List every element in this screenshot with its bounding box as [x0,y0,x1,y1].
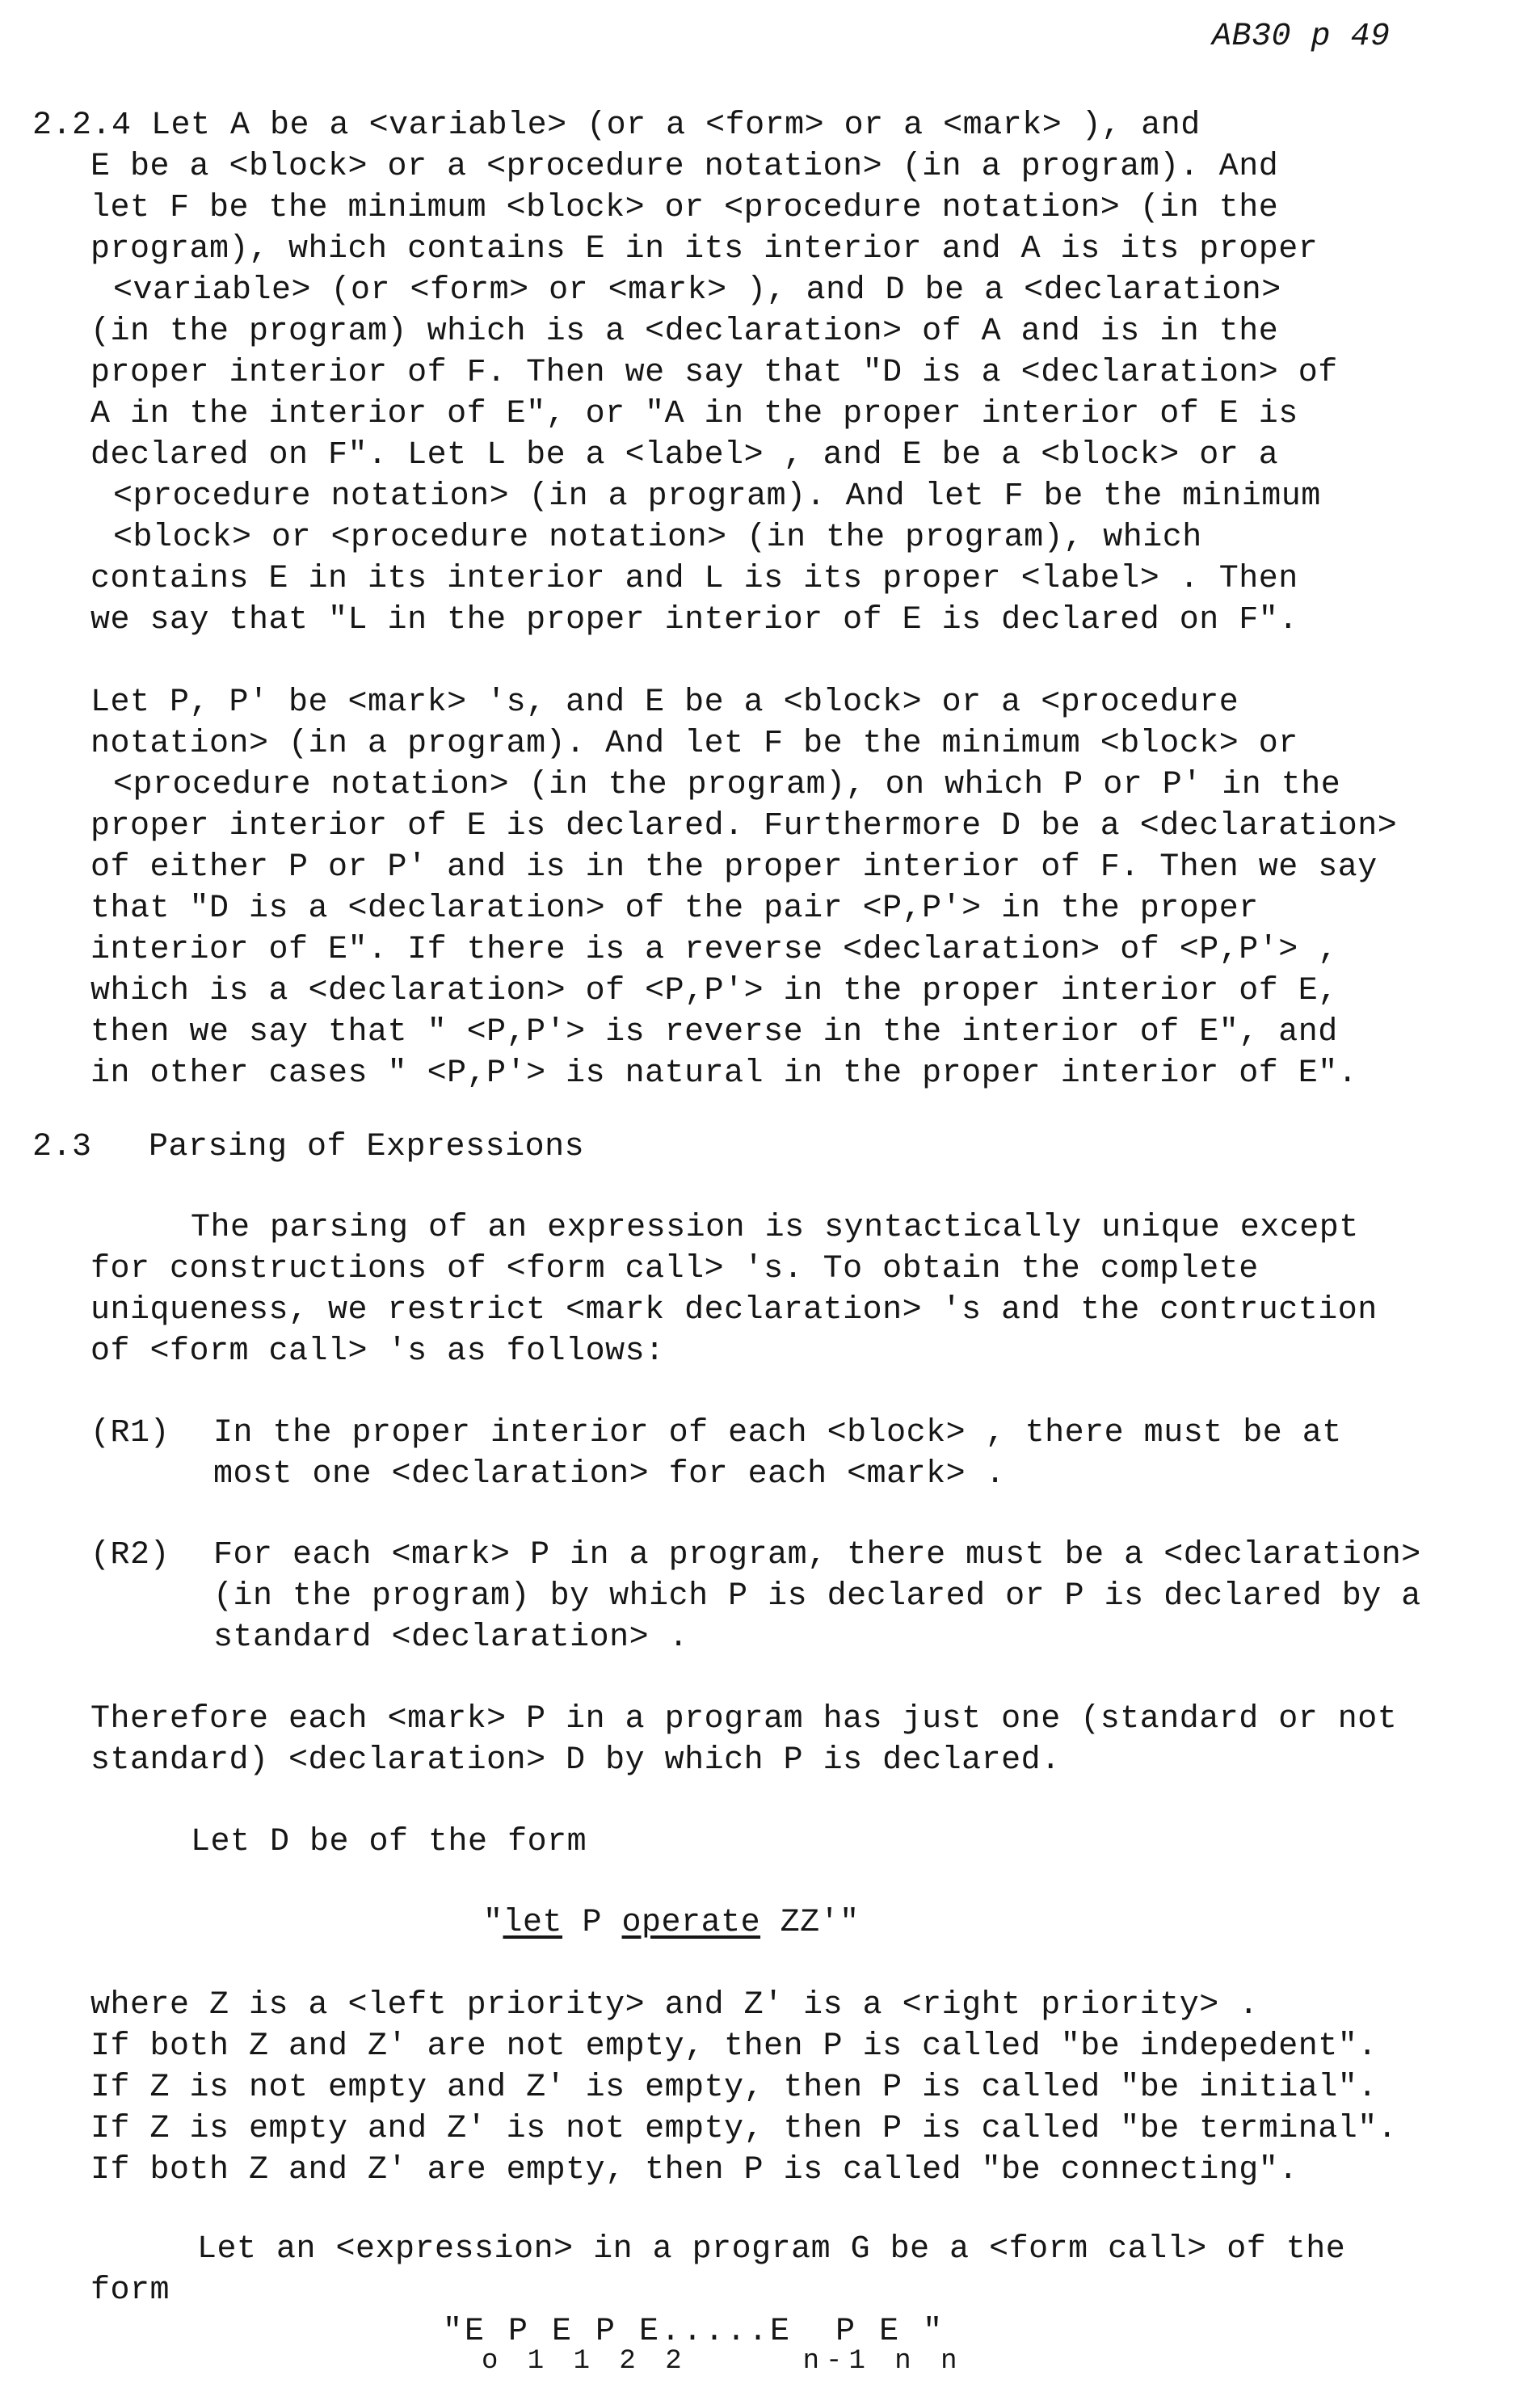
sec224-line-3: let F be the minimum <block> or <procedure notation> (in the [90,190,1279,226]
rule-r1-line-1: In the proper interior of each <block> , there must be at [213,1415,1342,1451]
intro-line-1: The parsing of an expression is syntactically unique except [191,1210,1359,1246]
form-open-quote: " [483,1905,503,1941]
sec224-line-7: proper interior of F. Then we say that "D is a <declaration> of [90,355,1338,391]
form-keyword-let: let [503,1905,563,1941]
sec224-line-13: we say that "L in the proper interior of E is declared on F". [90,602,1298,638]
rule-r2-line-3: standard <declaration> . [213,1619,689,1656]
sec224-line-10: <procedure notation> (in a program). And let F be the minimum [113,478,1321,515]
expression-subscripts: o 1 1 2 2 n-1 n n [482,2346,964,2377]
pair-line-10: in other cases " <P,P'> is natural in the proper interior of E". [90,1055,1358,1092]
sec224-line-11: <block> or <procedure notation> (in the program), which [113,520,1202,556]
where-line-5: If both Z and Z' are empty, then P is called "be connecting". [90,2152,1298,2188]
expr-line-1: Let an <expression> in a program G be a <form call> of the [197,2231,1346,2268]
section-number: 2.3 [32,1129,92,1165]
sec224-line-8: A in the interior of E", or "A in the proper interior of E is [90,396,1298,432]
let-d-line: Let D be of the form [191,1824,587,1860]
section-title: Parsing of Expressions [149,1129,585,1165]
where-line-1: where Z is a <left priority> and Z' is a <right priority> . [90,1987,1259,2024]
form-keyword-operate: operate [621,1905,761,1941]
rule-r2-line-2: (in the program) by which P is declared or P is declared by a [213,1578,1421,1615]
intro-line-4: of <form call> 's as follows: [90,1333,665,1370]
pair-line-6: that "D is a <declaration> of the pair <P,P'> in the proper [90,891,1259,927]
where-line-4: If Z is empty and Z' is not empty, then P is called "be terminal". [90,2111,1398,2147]
expression-formula: "E P E P E.....E P E " [443,2314,945,2350]
pair-line-5: of either P or P' and is in the proper interior of F. Then we say [90,849,1378,886]
rule-r1-label: (R1) [90,1415,170,1451]
intro-line-3: uniqueness, we restrict <mark declaration> 's and the contruction [90,1292,1378,1329]
form-mark-p: P [562,1905,622,1941]
therefore-line-1: Therefore each <mark> P in a program has just one (standard or not [90,1701,1398,1737]
rule-r1-line-2: most one <declaration> for each <mark> . [213,1456,1006,1493]
expr-line-2: form [90,2272,170,2309]
form-priorities: ZZ'" [760,1905,860,1941]
pair-line-7: interior of E". If there is a reverse <declaration> of <P,P'> , [90,932,1338,968]
sec224-line-9: declared on F". Let L be a <label> , and E be a <block> or a [90,437,1279,474]
where-line-2: If both Z and Z' are not empty, then P is called "be indepedent". [90,2028,1378,2065]
sec224-line-4: program), which contains E in its interior and A is its proper [90,231,1319,267]
pair-line-3: <procedure notation> (in the program), on which P or P' in the [113,767,1341,803]
sec224-line-5: <variable> (or <form> or <mark> ), and D be a <declaration> [113,272,1281,309]
pair-line-9: then we say that " <P,P'> is reverse in the interior of E", and [90,1014,1338,1051]
intro-line-2: for constructions of <form call> 's. To obtain the complete [90,1251,1259,1287]
rule-r2-label: (R2) [90,1537,170,1573]
rule-r2-line-1: For each <mark> P in a program, there must be a <declaration> [213,1537,1421,1573]
form-declaration [483,1904,860,1943]
where-line-3: If Z is not empty and Z' is empty, then P is called "be initial". [90,2070,1378,2106]
pair-line-1: Let P, P' be <mark> 's, and E be a <block> or a <procedure [90,684,1239,721]
therefore-line-2: standard) <declaration> D by which P is declared. [90,1742,1061,1779]
sec224-line-1: 2.2.4 Let A be a <variable> (or a <form> or a <mark> ), and [32,107,1201,144]
sec224-line-12: contains E in its interior and L is its proper <label> . Then [90,561,1298,597]
pair-line-4: proper interior of E is declared. Furthermore D be a <declaration> [90,808,1398,844]
pair-line-2: notation> (in a program). And let F be the minimum <block> or [90,726,1298,762]
sec224-line-6: (in the program) which is a <declaration> of A and is in the [90,314,1279,350]
page-reference: AB30 p 49 [1212,19,1391,55]
sec224-line-2: E be a <block> or a <procedure notation> (in a program). And [90,149,1279,185]
pair-line-8: which is a <declaration> of <P,P'> in the proper interior of E, [90,973,1338,1009]
